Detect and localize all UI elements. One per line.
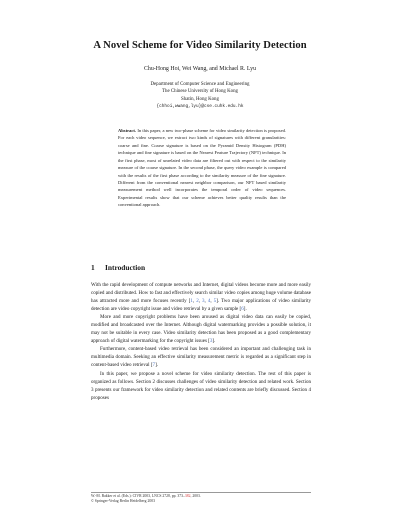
paragraph-4: In this paper, we propose a novel scheme for video similarity detection. The rest of this paper is organized as follows. Section 2 discusses challenges of video similarity detection and related work. Section 3 presents our framework for video similarity detection and related contents are briefly discussed. Section 4 proposes <box>91 370 311 401</box>
affiliation-university: The Chinese University of Hong Kong <box>162 89 238 95</box>
footnote-text: , 2003. <box>190 494 201 498</box>
body-text <box>91 281 311 402</box>
author-list: Chu-Hong Hoi, Wei Wang, and Michael R. Lyu <box>143 66 257 72</box>
copyright-line: © Springer-Verlag Berlin Heidelberg 2003 <box>91 499 155 504</box>
citation-separator: , <box>198 298 203 305</box>
citation-separator: , <box>210 298 214 305</box>
citation-link[interactable]: 7 <box>152 362 156 369</box>
paragraph-3 <box>91 345 311 369</box>
affiliation-block <box>0 81 400 110</box>
author-email: {chhoi,wwang,lyu}@cse.cuhk.edu.hk <box>156 103 244 109</box>
paragraph-text: ]. <box>212 338 216 345</box>
paragraph-text: Furthermore, content-based video retrieval has been considered an important and challenging task in multimedia domain. Seeking an effective similarity measurement metric is regarded as a significant step in content-based video retrieval [ <box>91 346 311 369</box>
citation-link[interactable]: 2 <box>196 298 199 305</box>
section-heading <box>91 263 311 272</box>
abstract-text: In this paper, a new two-phase scheme for video similarity detection is proposed. For each video sequence, we extract two kinds of signatures with different granularities: coarse and fine. Coarse signature is based on the Pyramid Density Histogram (PDH) technique and fine signature is based on the Nearest Feature Trajectory (NFT) technique. In the first phase, most of unrelated video data are filtered out with respect to the similarity measure of the coarse signature. In the second phase, the query video example is compared with the results of the first phase according to the similarity measure of the fine signature. Different from the conventional nearest neighbor comparison, our NFT based similarity measurement method well incorporates the temporal order of video sequences. Experimental results show that our scheme achieves better quality results than the conventional approach. <box>118 128 286 208</box>
citation-separator: , <box>192 298 197 305</box>
footnote-text: W.-M. Bakker et al. (Eds.): CIVR 2003, LNCS 2728, pp. 373– <box>91 494 185 498</box>
section-title: Introduction <box>105 263 146 272</box>
citation-link[interactable]: 6 <box>241 306 244 313</box>
citation-link[interactable]: 5 <box>213 298 217 305</box>
footnote <box>91 494 311 505</box>
section-number: 1 <box>91 263 95 272</box>
abstract <box>118 127 286 209</box>
citation-link[interactable]: 4 <box>207 298 211 305</box>
paragraph-text: ]. <box>243 306 247 313</box>
affiliation-location: Shatin, Hong Kong <box>181 96 219 102</box>
affiliation-department: Department of Computer Science and Engineering <box>150 82 250 87</box>
abstract-label: Abstract. <box>118 128 137 133</box>
footnote-rule <box>91 492 311 493</box>
citation-link[interactable]: 1 <box>190 298 193 305</box>
citation-link[interactable]: 3 <box>209 338 213 345</box>
paragraph-text: With the rapid development of compute networks and Internet, digital videos become more and more easily copied and distributed. How to fast and effectively search similar video copies among huge volume database has attracted more and more focuses recently [ <box>91 282 311 305</box>
paragraph-2 <box>91 313 311 345</box>
citation-separator: , <box>204 298 208 305</box>
paragraph-1 <box>91 281 311 313</box>
citation-link[interactable]: 3 <box>202 298 205 305</box>
page-range-end: 382 <box>184 494 191 498</box>
paper-title: A Novel Scheme for Video Similarity Detection <box>93 40 307 51</box>
paragraph-text: More and more copyright problems have been aroused as digital video data can easily be copied, modified and broadcasted over the Internet. Although digital watermarking provides a possible solution, it may not be suitable in every case. Video similarity detection has been proposed as a good complementary approach of digital watermarking for the copyright issues [ <box>91 314 311 345</box>
paragraph-text: ]. Two major applications of video similarity detection are video copyright issue and video retrieval by a given sample [ <box>91 298 312 313</box>
paragraph-text: ]. <box>155 362 159 369</box>
